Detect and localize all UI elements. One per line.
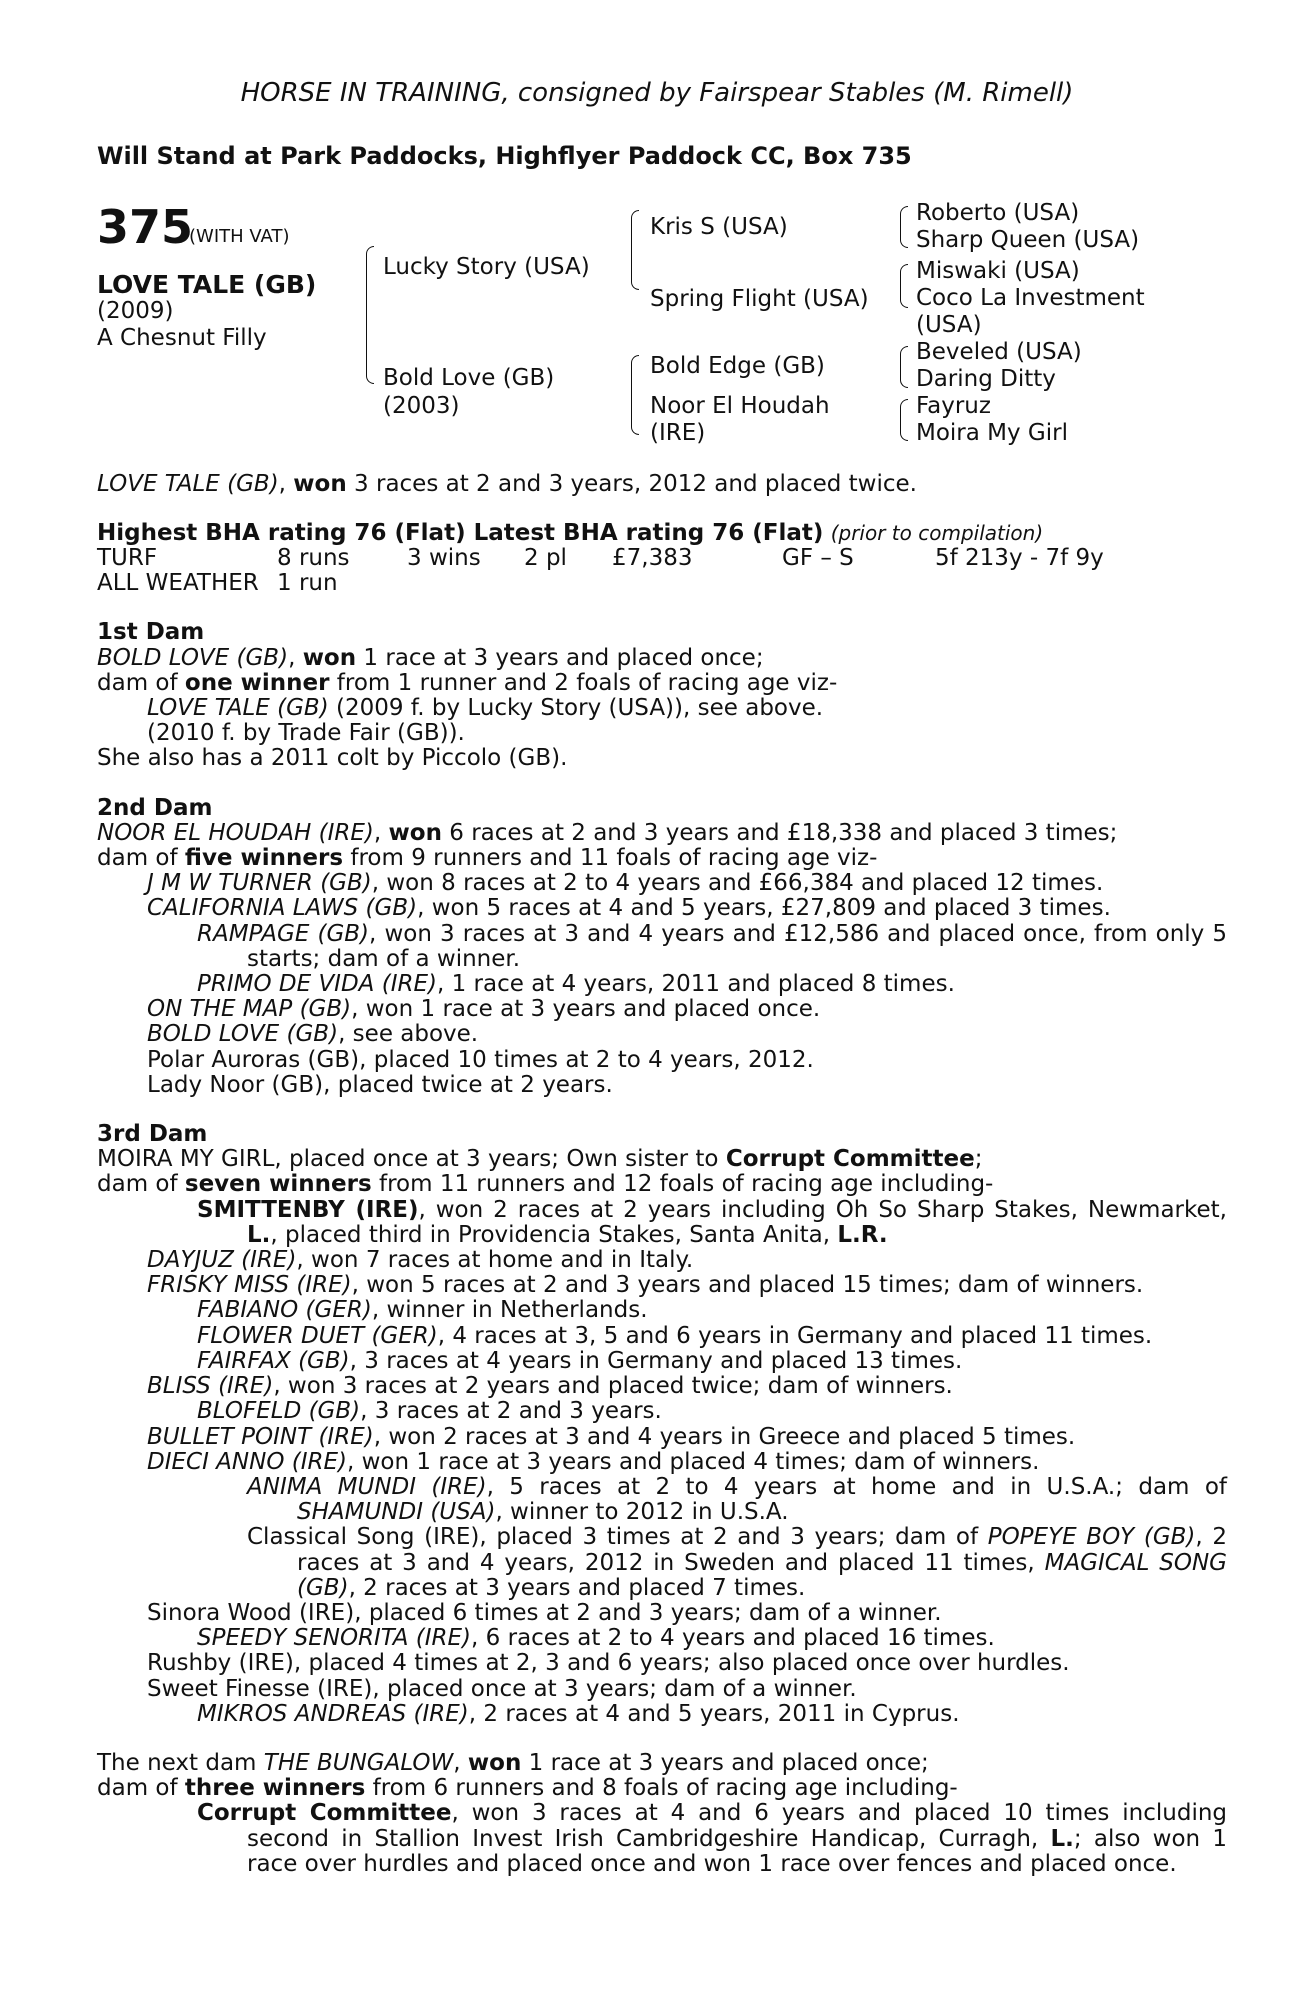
ss-sire: Roberto (USA) xyxy=(916,200,1080,226)
sire-dam: Spring Flight (USA) xyxy=(650,286,869,312)
dam-dam: Noor El Houdah xyxy=(650,393,830,419)
rating-line: Highest BHA rating 76 (Flat) Latest BHA rating 76 (Flat) (prior to compilation) xyxy=(97,520,1044,547)
next-dam-line: The next dam THE BUNGALOW, won 1 race at 3 years and placed once; xyxy=(97,1749,929,1776)
dam-sire: Bold Edge (GB) xyxy=(650,353,825,379)
gen2-bracket-sire xyxy=(631,210,639,290)
dd-sire: Fayruz xyxy=(916,393,991,419)
gen2-bracket-dam xyxy=(631,355,639,435)
gen1-bracket xyxy=(366,246,374,384)
gen3-bracket-3 xyxy=(900,346,908,388)
sire: Lucky Story (USA) xyxy=(383,254,590,280)
sd-dam: Coco La Investment xyxy=(916,285,1145,311)
vat-label: (WITH VAT) xyxy=(189,226,290,247)
ds-dam: Daring Ditty xyxy=(916,366,1056,392)
gen3-bracket-1 xyxy=(900,206,908,248)
aw-stats-row: ALL WEATHER 1 run xyxy=(97,570,338,597)
dam: Bold Love (GB) xyxy=(383,365,555,391)
pedigree-block xyxy=(0,0,1314,480)
second-dam-heading: 2nd Dam xyxy=(97,794,213,821)
page-body: LOVE TALE (GB), won 3 races at 2 and 3 years, 2012 and placed twice. Highest BHA rating 76 (Flat) Latest BHA rating 76 (Flat) (prior to compilation) TURF 8 runs 3 wins 2 pl £7,383 GF – S 5f 213y - 7f 9y ALL WEATHER 1 run 1st Dam BOLD LOVE (GB), won 1 race at 3 years and placed once; dam of one winner from 1 runner and 2 foals of racing age viz- LOVE TALE (GB) (2009 f. by Lucky Story (USA)), see above. (2010 f. by Trade Fair (GB)). She also has a 2011 colt by Piccolo (GB). 2nd Dam NOOR EL HOUDAH (IRE), won 6 races at 2 and 3 years and £18,338 and placed 3 times; dam of five winners from 9 runners and 11 foals of racing age viz- J M W TURNER (GB), won 8 races at 2 to 4 years and £66,384 and placed 12 times. CALIFORNIA LAWS (GB), won 5 races at 4 and 5 years, £27,809 and placed 3 times. RAMPAGE (GB), won 3 races at 3 and 4 years and £12,586 and placed once, from only 5 starts; dam of a winner. PRIMO DE VIDA (IRE), 1 race at 4 years, 2011 and placed 8 times. ON THE MAP (GB), won 1 race at 3 years and placed once. BOLD LOVE (GB), see above. Polar Auroras (GB), placed 10 times at 2 to 4 years, 2012. Lady Noor (GB), placed twice at 2 years. 3rd Dam MOIRA MY GIRL, placed once at 3 years; Own sister to Corrupt Committee; dam of seven winners from 11 runners and 12 foals of racing age including- SMITTENBY (IRE), won 2 races at 2 years including Oh So Sharp Stakes, Newmarket, L., placed third in Providencia Stakes, Santa Anita, L.R. DAYJUZ (IRE), won 7 races at home and in Italy. FRISKY MISS (IRE), won 5 races at 2 and 3 years and placed 15 times; dam of winners. FABIANO (GER), winner in Netherlands. FLOWER DUET (GER), 4 races at 3, 5 and 6 years in Germany and placed 11 times. FAIRFAX (GB), 3 races at 4 years in Germany and placed 13 times. BLISS (IRE), won 3 races at 2 years and placed twice; dam of winners. BLOFELD (GB), 3 races at 2 and 3 years. BULLET POINT (IRE), won 2 races at 3 and 4 years in Greece and placed 5 times. DIECI ANNO (IRE), won 1 race at 3 years and placed 4 times; dam of winners. ANIMA MUNDI (IRE), 5 races at 2 to 4 years at home and in U.S.A.; dam of SHAMUNDI (USA), winner to 2012 in U.S.A. Classical Song (IRE), placed 3 times at 2 and 3 years; dam of POPEYE BOY (GB), 2 races at 3 and 4 years, 2012 in Sweden and placed 11 times, MAGICAL SONG (GB), 2 races at 3 years and placed 7 times. Sinora Wood (IRE), placed 6 times at 2 and 3 years; dam of a winner. SPEEDY SENORITA (IRE), 6 races at 2 to 4 years and placed 16 times. Rushby (IRE), placed 4 times at 2, 3 and 6 years; also placed once over hurdles. Sweet Finesse (IRE), placed once at 3 years; dam of a winner. MIKROS ANDREAS (IRE), 2 races at 4 and 5 years, 2011 in Cyprus. The next dam THE BUNGALOW, won 1 race at 3 years and placed once; dam of three winners from 6 runners and 8 foals of racing age including- Corrupt Committee, won 3 races at 4 and 6 years and placed 10 times including second in Stallion Invest Irish Cambridgeshire Handicap, Curragh, L.; also won 1 race over hurdles and placed once and won 1 race over fences and placed once. xyxy=(97,471,1228,1877)
sd-dam-country: (USA) xyxy=(916,312,982,338)
location-line: Will Stand at Park Paddocks, Highflyer Paddock CC, Box 735 xyxy=(97,142,912,170)
horse-name: LOVE TALE (GB) xyxy=(97,270,317,299)
summary-line: LOVE TALE (GB), won 3 races at 2 and 3 years, 2012 and placed twice. xyxy=(97,471,917,497)
dd-dam: Moira My Girl xyxy=(916,420,1068,446)
dam-dam-country: (IRE) xyxy=(650,420,706,446)
page-header: HORSE IN TRAINING, consigned by Fairspear Stables (M. Rimell) xyxy=(240,78,1074,108)
ss-dam: Sharp Queen (USA) xyxy=(916,227,1140,253)
sire-sire: Kris S (USA) xyxy=(650,214,788,240)
third-dam-heading: 3rd Dam xyxy=(97,1121,208,1148)
ds-sire: Beveled (USA) xyxy=(916,339,1082,365)
gen3-bracket-2 xyxy=(900,264,908,308)
gen3-bracket-4 xyxy=(900,399,908,441)
turf-stats-row: TURF 8 runs 3 wins 2 pl £7,383 GF – S 5f 213y - 7f 9y xyxy=(97,545,1104,572)
lot-number: 375 xyxy=(97,200,194,254)
horse-description: A Chesnut Filly xyxy=(97,325,267,351)
sd-sire: Miswaki (USA) xyxy=(916,258,1080,284)
dam-year: (2003) xyxy=(383,393,460,419)
first-dam-heading: 1st Dam xyxy=(97,619,205,646)
horse-year: (2009) xyxy=(97,298,174,324)
